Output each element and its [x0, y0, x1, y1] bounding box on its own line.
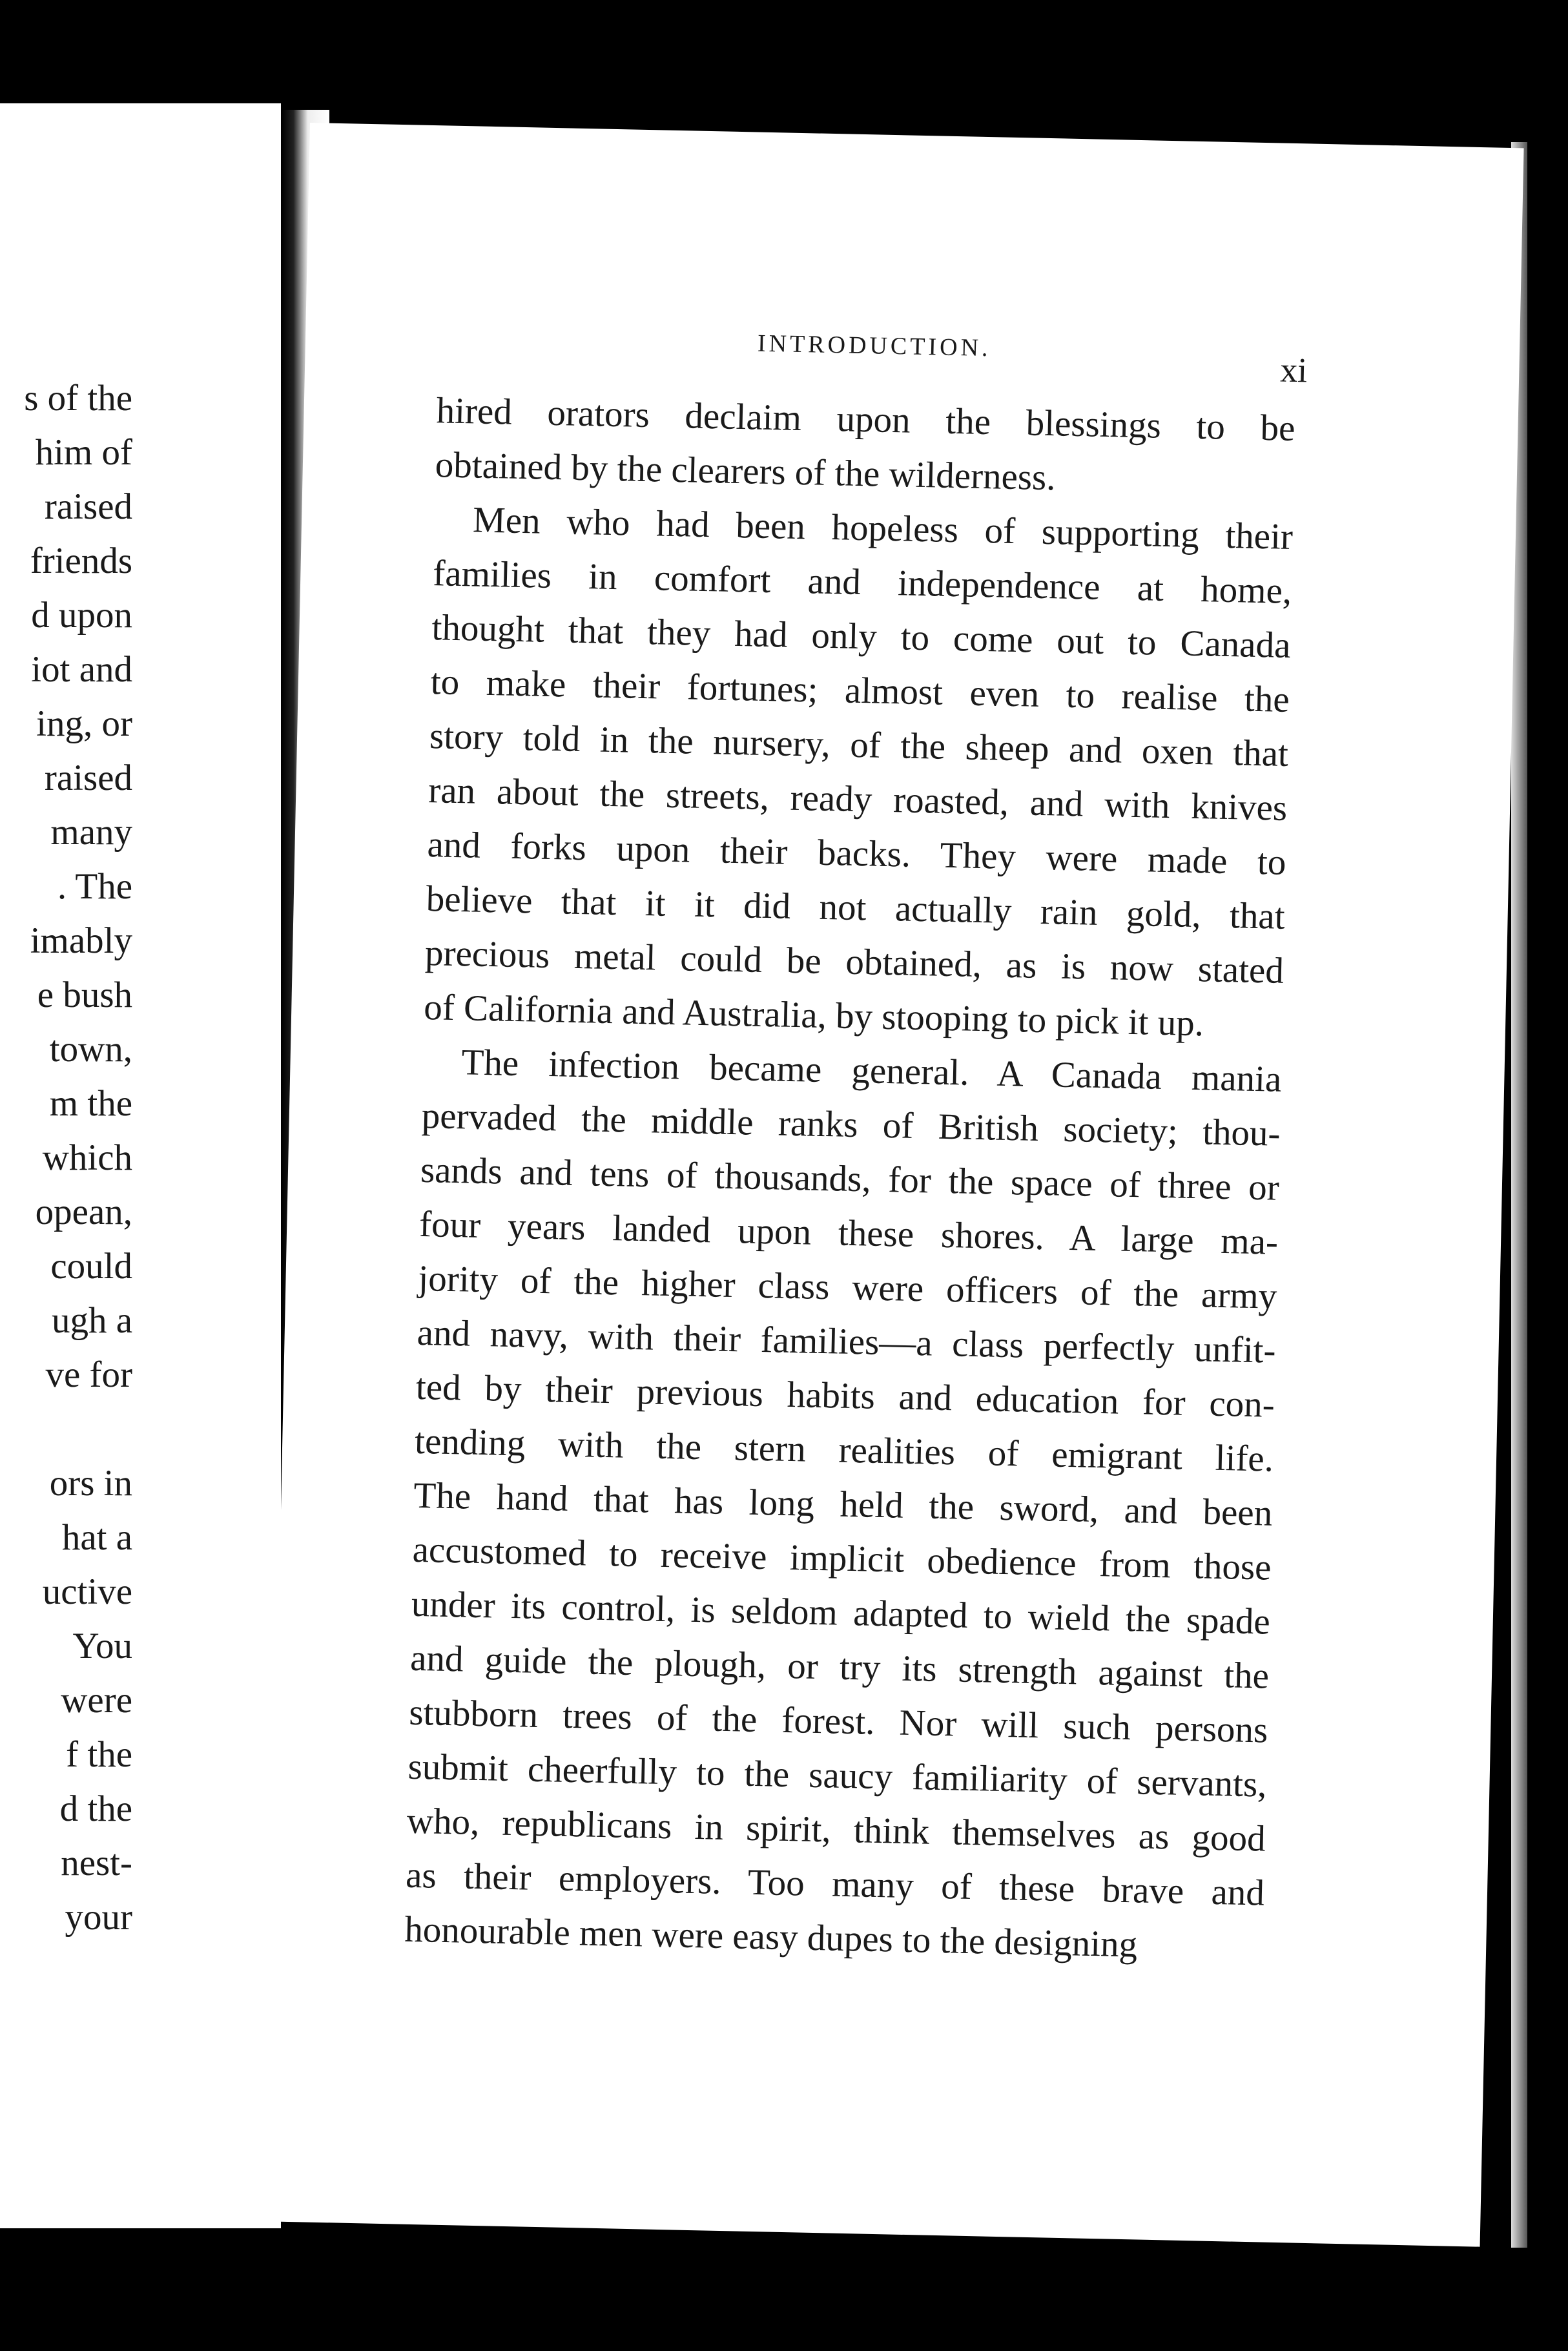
left-page-line [24, 1402, 132, 1456]
text-line: families in comfort and independence at home, [432, 553, 1292, 612]
text-line: pervaded the middle ranks of British society; thou- [421, 1095, 1281, 1154]
text-line: who, republicans in spirit, think themselves as good [406, 1800, 1266, 1859]
text-line: stubborn trees of the forest. Nor will such persons [408, 1692, 1268, 1751]
text-line: as their employers. Too many of these brave and [405, 1854, 1265, 1914]
text-line: jority of the higher class were officers of the army [417, 1258, 1277, 1317]
text-line: story told in the nursery, of the sheep and oxen that [429, 716, 1289, 774]
text-line: believe that it it did not actually rain gold, that [426, 878, 1286, 937]
text-line: and navy, with their families—a class perfectly unfit- [417, 1312, 1277, 1371]
text-line: tending with the stern realities of emigrant life. [414, 1420, 1274, 1480]
left-page-line: hat a [61, 1517, 132, 1558]
left-page-line: which [42, 1137, 132, 1178]
left-page-line: m the [49, 1083, 132, 1124]
left-page-line: raised [44, 486, 132, 527]
text-line: sands and tens of thousands, for the space of three or [420, 1149, 1280, 1208]
text-line: ted by their previous habits and education for con- [415, 1366, 1275, 1425]
left-page-line: ve for [45, 1354, 132, 1395]
left-page-line: d upon [31, 595, 132, 636]
left-page-line: your [65, 1897, 132, 1938]
text-line: to make their fortunes; almost even to realise the [430, 661, 1290, 720]
text-line: The hand that has long held the sword, and been [413, 1475, 1273, 1534]
left-page-line: . The [57, 866, 132, 907]
left-page-text [24, 371, 132, 1945]
left-page-line: e bush [37, 975, 132, 1015]
left-page-line: friends [30, 541, 132, 581]
text-line: precious metal could be obtained, as is now stated [424, 933, 1284, 991]
text-line: The infection became general. A Canada mania [460, 1042, 1282, 1100]
left-page-line: opean, [35, 1192, 132, 1232]
left-page-line: town, [49, 1029, 132, 1070]
right-page [266, 123, 1524, 2247]
left-page-line: him of [35, 432, 132, 473]
text-line: and forks upon their backs. They were made to [426, 824, 1287, 883]
text-line: honourable men were easy dupes to the designing [404, 1909, 1138, 1965]
running-header: INTRODUCTION. [757, 329, 991, 362]
text-line: accustomed to receive implicit obedience from those [412, 1529, 1272, 1588]
text-line: of California and Australia, by stooping to pick it up. [423, 987, 1204, 1044]
left-page-line: d the [59, 1788, 132, 1829]
left-page-line: f the [66, 1734, 132, 1775]
left-page-line: were [61, 1680, 132, 1721]
text-line: under its control, is seldom adapted to wield the spade [411, 1583, 1271, 1642]
left-page-line: ing, or [36, 703, 132, 744]
left-page-line: You [72, 1626, 132, 1666]
left-page-line: s of the [24, 378, 132, 419]
text-line: ran about the streets, ready roasted, and with knives [428, 770, 1288, 829]
left-page-line: ors in [49, 1463, 132, 1504]
text-line: and guide the plough, or try its strength against the [409, 1637, 1270, 1697]
text-line: obtained by the clearers of the wilderness. [435, 444, 1057, 499]
body-text [404, 384, 1296, 1974]
left-page-line: nest- [61, 1843, 132, 1883]
left-page-line: raised [44, 758, 132, 798]
left-page-line: uctive [42, 1571, 132, 1612]
left-page-line: imably [30, 920, 132, 961]
text-line: four years landed upon these shores. A large ma- [418, 1203, 1279, 1263]
page-number: xi [1279, 350, 1308, 390]
text-line: thought that they had only to come out to Canada [431, 607, 1292, 666]
left-page-line: could [50, 1246, 132, 1287]
text-line: hired orators declaim upon the blessings to be [436, 390, 1296, 450]
left-page-line: iot and [31, 649, 132, 690]
text-line: submit cheerfully to the saucy familiarity of servants, [407, 1746, 1268, 1805]
left-page-line: many [50, 812, 132, 853]
left-page-line: ugh a [51, 1300, 132, 1341]
text-line: Men who had been hopeless of supporting their [472, 499, 1294, 558]
left-page [0, 103, 281, 2228]
